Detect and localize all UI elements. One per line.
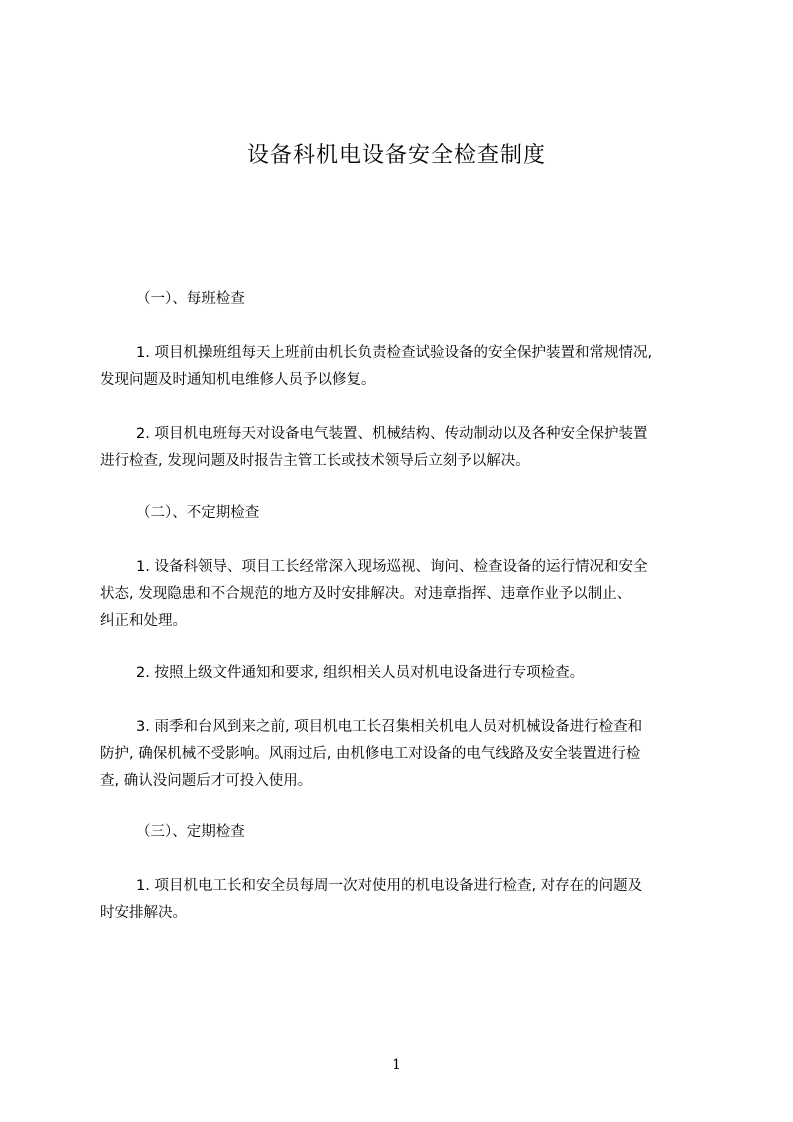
paragraph — [100, 714, 705, 795]
paragraph-line: 1. 设备科领导、项目工长经常深入现场巡视、询问、检查设备的运行情况和安全 — [136, 559, 648, 575]
paragraph-line: 1. 项目机电工长和安全员每周一次对使用的机电设备进行检查, 对存在的问题及 — [136, 878, 643, 894]
paragraph-line: 防护, 确保机械不受影响。风雨过后, 由机修电工对设备的电气线路及安全装置进行检 — [100, 746, 641, 762]
paragraph-line: 1. 项目机操班组每天上班前由机长负责检查试验设备的安全保护装置和常规情况, — [136, 345, 653, 361]
paragraph-line: 3. 雨季和台风到来之前, 项目机电工长召集相关机电人员对机械设备进行检查和 — [136, 719, 643, 735]
paragraph — [100, 873, 705, 927]
paragraph — [100, 340, 705, 394]
paragraph-line: 发现问题及时通知机电维修人员予以修复。 — [100, 372, 376, 388]
section-heading — [100, 500, 705, 527]
paragraph-line: 状态, 发现隐患和不合规范的地方及时安排解决。对违章指挥、违章作业予以制止、 — [100, 586, 632, 602]
section-heading — [100, 286, 705, 313]
paragraph-line: 进行检查, 发现问题及时报告主管工长或技术领导后立刻予以解决。 — [100, 453, 530, 469]
section-heading — [100, 819, 705, 846]
paragraph — [100, 421, 705, 475]
paragraph-line: 2. 按照上级文件通知和要求, 组织相关人员对机电设备进行专项检查。 — [136, 665, 585, 681]
section-heading-text: （二）、不定期检查 — [136, 505, 260, 521]
section-heading-text: （一）、每班检查 — [136, 291, 245, 307]
paragraph-line: 查, 确认没问题后才可投入使用。 — [100, 773, 313, 789]
page-number: 1 — [392, 1057, 401, 1073]
paragraph-line: 纠正和处理。 — [100, 613, 187, 629]
document-title: 设备科机电设备安全检查制度 — [246, 143, 546, 168]
section-heading-text: （三）、定期检查 — [136, 824, 245, 840]
paragraph-line: 2. 项目机电班每天对设备电气装置、机械结构、传动制动以及各种安全保护装置 — [136, 426, 648, 442]
paragraph-line: 时安排解决。 — [100, 905, 187, 921]
paragraph — [100, 554, 705, 635]
paragraph — [100, 660, 705, 687]
